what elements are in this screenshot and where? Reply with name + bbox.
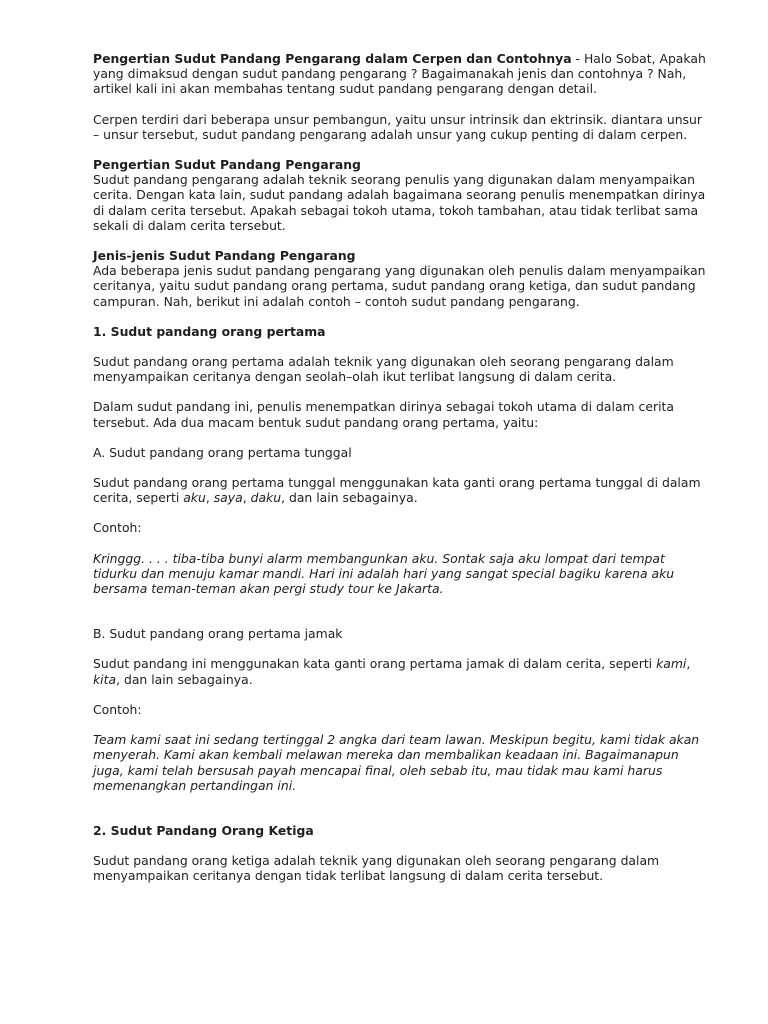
word-kami: kami [656,656,687,672]
separator: , [686,656,691,672]
word-kita: kita [93,671,117,687]
word-aku: aku [183,490,206,506]
tunggal-text: Sudut pandang orang pertama tunggal menggunakan kata ganti orang pertama tunggal di dalam cerita, seperti [93,475,701,506]
tunggal-text-end: , dan lain sebagainya. [281,490,418,506]
jamak-paragraph [93,656,708,686]
orang-pertama-paragraph-1: Sudut pandang orang pertama adalah teknik yang digunakan oleh seorang pengarang dalam menyampaikan ceritanya dengan seolah–olah ikut terlibat langsung di dalam cerita. [93,354,674,385]
jamak-text: Sudut pandang ini menggunakan kata ganti orang pertama jamak di dalam cerita, seperti [93,656,657,672]
separator: , [242,490,251,506]
pengertian-paragraph: Sudut pandang pengarang adalah teknik seorang penulis yang digunakan dalam menyampaikan cerita. Dengan kata lain, sudut pandang adalah bagaimana seorang penulis menempatkan dirinya di dalam cerita tersebut. Apakah sebagai tokoh utama, tokoh tambahan, atau tidak terlibat sama sekali di dalam cerita tersebut. [93,172,706,233]
orang-pertama-paragraph-2: Dalam sudut pandang ini, penulis menempatkan dirinya sebagai tokoh utama di dalam cerita tersebut. Ada dua macam bentuk sudut pandang orang pertama, yaitu: [93,399,674,430]
word-daku: daku [250,490,282,506]
word-saya: saya [213,490,243,506]
tunggal-paragraph [93,475,708,505]
intro-text: - Halo Sobat, Apakah yang dimaksud dengan sudut pandang pengarang ? Bagaimanakah jenis dan contohnya ? Nah, artikel kali ini akan membahas tentang sudut pandang pengarang dengan detail. [93,51,706,97]
heading-jenis: Jenis-jenis Sudut Pandang Pengarang [93,248,356,264]
heading-orang-pertama: 1. Sudut pandang orang pertama [93,323,326,339]
heading-pengertian: Pengertian Sudut Pandang Pengarang [93,157,361,173]
subheading-jamak: B. Sudut pandang orang pertama jamak [93,626,343,642]
jenis-paragraph: Ada beberapa jenis sudut pandang pengarang yang digunakan oleh penulis dalam menyampaikan ceritanya, yaitu sudut pandang orang pertama, sudut pandang orang ketiga, dan sudut pandang campuran. Nah, berikut ini adalah contoh – contoh sudut pandang pengarang. [93,263,706,309]
subheading-tunggal: A. Sudut pandang orang pertama tunggal [93,444,352,460]
cerpen-paragraph: Cerpen terdiri dari beberapa unsur pembangun, yaitu unsur intrinsik dan ektrinsik. diantara unsur – unsur tersebut, sudut pandang pengarang adalah unsur yang cukup penting di dalam cerpen. [93,111,702,142]
heading-orang-ketiga: 2. Sudut Pandang Orang Ketiga [93,822,314,838]
orang-ketiga-paragraph: Sudut pandang orang ketiga adalah teknik yang digunakan oleh seorang pengarang dalam menyampaikan ceritanya dengan tidak terlibat langsung di dalam cerita tersebut. [93,853,660,884]
intro-paragraph [93,51,708,97]
contoh-label-jamak: Contoh: [93,701,142,717]
contoh-text-tunggal: Kringgg. . . . tiba-tiba bunyi alarm membangunkan aku. Sontak saja aku lompat dari tempat tidurku dan menuju kamar mandi. Hari ini adalah hari yang sangat special bagiku karena aku bersama teman-teman akan pergi study tour ke Jakarta. [93,550,675,597]
contoh-label-tunggal: Contoh: [93,520,142,536]
jamak-text-end: , dan lain sebagainya. [116,671,253,687]
article-title: Pengertian Sudut Pandang Pengarang dalam Cerpen dan Contohnya [93,51,572,66]
contoh-text-jamak: Team kami saat ini sedang tertinggal 2 angka dari team lawan. Meskipun begitu, kami tidak akan menyerah. Kami akan kembali melawan mereka dan membalikan keadaan ini. Bagaimanapun juga, kami telah bersusah payah mencapai final, oleh sebab itu, mau tidak mau kami harus memenangkan pertandingan ini. [93,732,700,793]
separator: , [205,490,214,506]
